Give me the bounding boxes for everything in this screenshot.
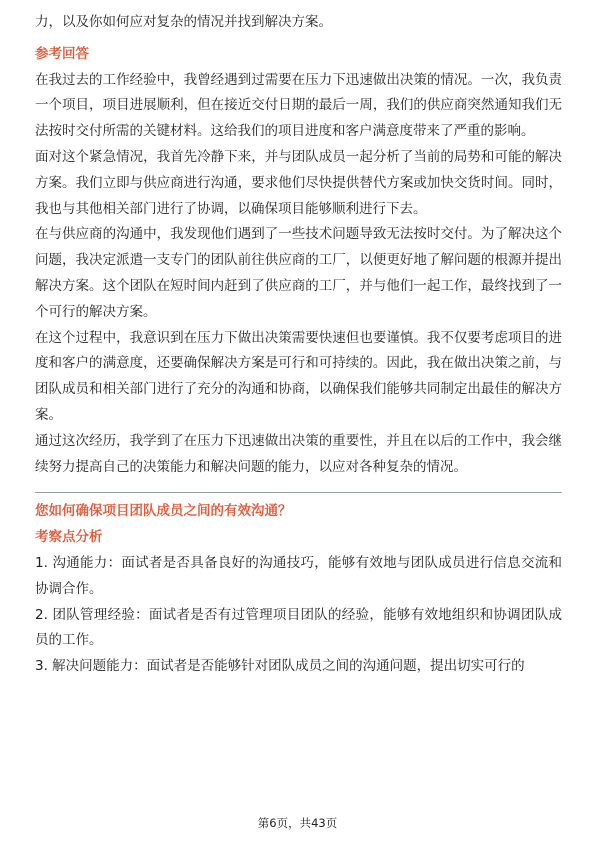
page-content <box>35 10 562 680</box>
answer-paragraph: 面对这个紧急情况，我首先冷静下来，并与团队成员一起分析了当前的局势和可能的解决方案。我们立即与供应商进行沟通，要求他们尽快提供替代方案或加快交货时间。同时，我也与其他相关部门进行了协调，以确保项目能够顺利进行下去。 <box>35 148 562 217</box>
page-footer: 第6页，共43页 <box>257 816 338 830</box>
section-divider <box>35 492 562 493</box>
analysis-label: 考察点分析 <box>35 529 103 546</box>
answer-paragraph: 在与供应商的沟通中，我发现他们遇到了一些技术问题导致无法按时交付。为了解决这个问题，我决定派遣一支专门的团队前往供应商的工厂，以便更好地了解问题的根源并提出解决方案。这个团队在短时间内赶到了供应商的工厂，并与他们一起工作，最终找到了一个可行的解决方案。 <box>35 226 562 320</box>
analysis-item: 3. 解决问题能力：面试者是否能够针对团队成员之间的沟通问题，提出切实可行的 <box>35 658 525 675</box>
answer-paragraph: 在我过去的工作经验中，我曾经遇到过需要在压力下迅速做出决策的情况。一次，我负责一个项目，项目进展顺利，但在接近交付日期的最后一周，我们的供应商突然通知我们无法按时交付所需的关键材料。这给我们的项目进度和客户满意度带来了严重的影响。 <box>35 71 562 140</box>
analysis-item: 1. 沟通能力：面试者是否具备良好的沟通技巧，能够有效地与团队成员进行信息交流和协调合作。 <box>35 554 562 597</box>
analysis-item: 2. 团队管理经验：面试者是否有过管理项目团队的经验，能够有效地组织和协调团队成员的工作。 <box>35 606 562 649</box>
answer-paragraph: 通过这次经历，我学到了在压力下迅速做出决策的重要性，并且在以后的工作中，我会继续努力提高自己的决策能力和解决问题的能力，以应对各种复杂的情况。 <box>35 432 562 475</box>
answer-paragraph: 在这个过程中，我意识到在压力下做出决策需要快速但也要谨慎。我不仅要考虑项目的进度和客户的满意度，还要确保解决方案是可行和可持续的。因此，我在做出决策之前，与团队成员和相关部门进行了充分的沟通和协商，以确保我们能够共同制定出最佳的解决方案。 <box>35 329 562 423</box>
answer-label: 参考回答 <box>35 45 89 62</box>
question-title: 您如何确保项目团队成员之间的有效沟通？ <box>35 503 292 520</box>
intro-line: 力，以及你如何应对复杂的情况并找到解决方案。 <box>35 14 332 30</box>
